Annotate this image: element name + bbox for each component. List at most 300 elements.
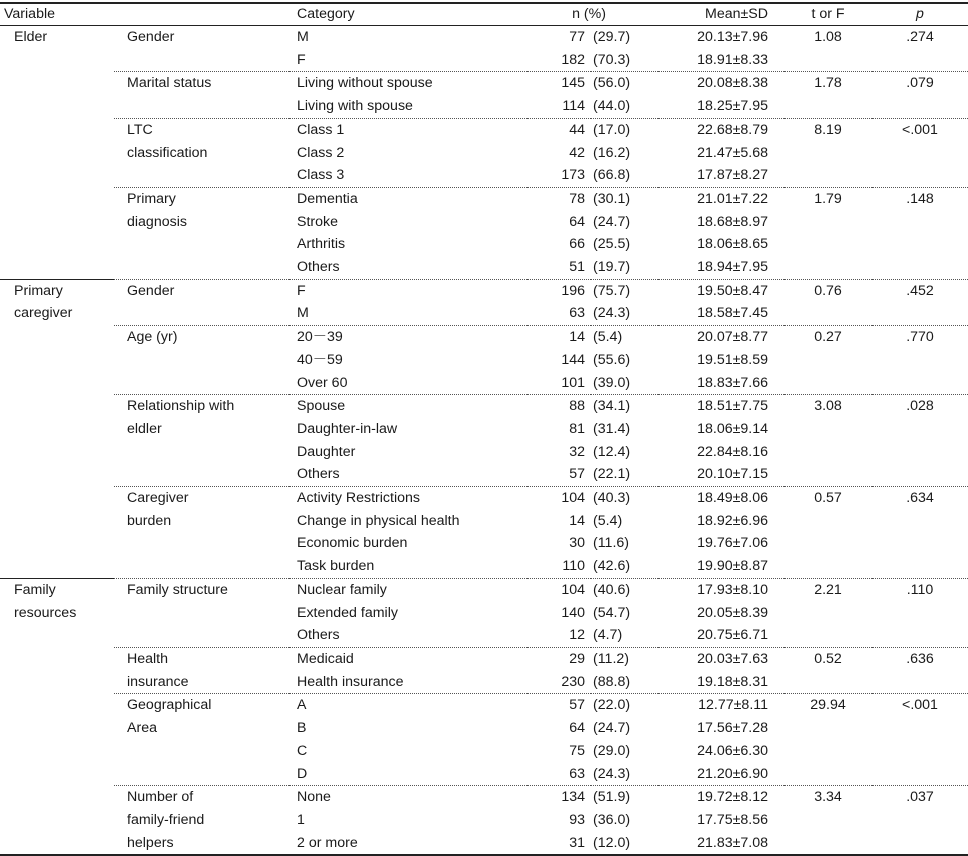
header-mean-sd: Mean±SD bbox=[658, 3, 784, 26]
category-cell: Extended family bbox=[297, 604, 398, 621]
mean-sd-cell: 20.13±7.96 bbox=[697, 29, 768, 45]
mean-sd-cell: 17.87±8.27 bbox=[697, 167, 768, 184]
n-cell: 63 bbox=[569, 305, 585, 322]
category-cell: Living without spouse bbox=[289, 72, 527, 95]
subgroup-cell: Gender bbox=[127, 29, 175, 45]
t-or-f-cell: 0.27 bbox=[784, 326, 872, 349]
category-cell: M bbox=[297, 29, 309, 45]
table-row bbox=[0, 233, 968, 256]
variable-cell bbox=[0, 624, 114, 647]
category-cell: Class 1 bbox=[289, 118, 527, 141]
variable-cell bbox=[0, 487, 114, 510]
subgroup-cell: Number of bbox=[114, 786, 289, 809]
subgroup-cell bbox=[114, 164, 289, 187]
subgroup-cell: diagnosis bbox=[127, 213, 187, 230]
subgroup-cell: burden bbox=[127, 512, 172, 529]
pct-cell: (4.7) bbox=[593, 627, 623, 644]
table-row bbox=[0, 302, 968, 325]
n-cell: 104 bbox=[527, 578, 591, 601]
table-row bbox=[0, 510, 968, 533]
t-or-f-cell: 3.08 bbox=[784, 395, 872, 418]
t-or-f-cell: 1.08 bbox=[814, 29, 842, 45]
table-row bbox=[0, 694, 968, 717]
p-value-cell bbox=[872, 832, 968, 856]
t-or-f-cell: 0.57 bbox=[784, 487, 872, 510]
subgroup-cell bbox=[114, 555, 289, 578]
category-cell: Others bbox=[297, 627, 340, 644]
p-value-cell: .452 bbox=[872, 279, 968, 302]
variable-cell bbox=[0, 809, 114, 832]
p-value-cell: .770 bbox=[872, 326, 968, 349]
n-cell: 30 bbox=[569, 535, 585, 552]
pct-cell: (12.0) bbox=[591, 832, 658, 856]
table-row bbox=[0, 832, 968, 856]
t-or-f-cell bbox=[784, 740, 872, 763]
subgroup-cell bbox=[114, 49, 289, 72]
mean-sd-cell: 18.06±8.65 bbox=[697, 236, 768, 253]
mean-sd-cell: 18.49±8.06 bbox=[658, 487, 784, 510]
pct-cell: (39.0) bbox=[593, 374, 631, 391]
table-row bbox=[0, 49, 968, 72]
variable-cell bbox=[0, 233, 114, 256]
pct-cell: (5.4) bbox=[593, 512, 623, 529]
category-cell: Living with spouse bbox=[297, 98, 413, 115]
p-value-cell: .028 bbox=[872, 395, 968, 418]
mean-sd-cell: 20.10±7.15 bbox=[697, 466, 768, 483]
t-or-f-cell bbox=[784, 763, 872, 786]
subgroup-cell bbox=[114, 95, 289, 118]
mean-sd-cell: 12.77±8.11 bbox=[658, 694, 784, 717]
variable-cell bbox=[0, 786, 114, 809]
n-cell: 75 bbox=[569, 742, 585, 759]
p-value-cell bbox=[872, 463, 968, 486]
p-value-cell bbox=[872, 95, 968, 118]
mean-sd-cell: 21.83±7.08 bbox=[658, 832, 784, 856]
t-or-f-cell: 1.78 bbox=[784, 72, 872, 95]
header-category: Category bbox=[289, 3, 527, 26]
p-value-cell bbox=[872, 602, 968, 625]
subgroup-cell: family-friend bbox=[127, 811, 205, 828]
variable-cell: Primary bbox=[0, 279, 114, 302]
mean-sd-cell: 18.91±8.33 bbox=[697, 51, 768, 68]
subgroup-cell: Age (yr) bbox=[114, 326, 289, 349]
variable-cell bbox=[0, 671, 114, 694]
pct-cell: (11.2) bbox=[591, 647, 658, 670]
subgroup-cell bbox=[114, 763, 289, 786]
variable-cell bbox=[0, 647, 114, 670]
table-row bbox=[0, 349, 968, 372]
n-cell: 42 bbox=[569, 144, 585, 161]
table-row bbox=[0, 72, 968, 95]
category-cell: Daughter-in-law bbox=[297, 420, 398, 437]
table-row bbox=[0, 164, 968, 187]
table-row bbox=[0, 740, 968, 763]
n-cell: 93 bbox=[569, 811, 585, 828]
pct-cell: (56.0) bbox=[591, 72, 658, 95]
n-cell: 110 bbox=[562, 558, 585, 575]
t-or-f-cell bbox=[784, 372, 872, 395]
mean-sd-cell: 19.51±8.59 bbox=[697, 351, 768, 368]
variable-cell bbox=[0, 717, 114, 740]
p-value-cell bbox=[872, 809, 968, 832]
n-cell: 57 bbox=[569, 466, 585, 483]
table-row bbox=[0, 256, 968, 279]
category-cell: Change in physical health bbox=[297, 512, 460, 529]
t-or-f-cell bbox=[784, 555, 872, 578]
n-cell: 29 bbox=[527, 647, 591, 670]
p-value-cell: <.001 bbox=[872, 694, 968, 717]
subgroup-cell bbox=[114, 740, 289, 763]
n-cell: 51 bbox=[569, 259, 585, 276]
category-cell: F bbox=[289, 279, 527, 302]
category-cell: 40－59 bbox=[297, 351, 343, 368]
t-or-f-cell bbox=[784, 142, 872, 165]
p-value-cell bbox=[872, 49, 968, 72]
mean-sd-cell: 24.06±6.30 bbox=[697, 742, 768, 759]
mean-sd-cell: 19.76±7.06 bbox=[697, 535, 768, 552]
t-or-f-cell bbox=[784, 624, 872, 647]
n-cell: 182 bbox=[561, 51, 585, 68]
pct-cell: (22.1) bbox=[593, 466, 631, 483]
mean-sd-cell: 18.94±7.95 bbox=[697, 259, 768, 276]
pct-cell: (70.3) bbox=[593, 51, 631, 68]
n-cell: 12 bbox=[569, 627, 585, 644]
n-cell: 14 bbox=[569, 512, 585, 529]
category-cell: Health insurance bbox=[297, 673, 404, 690]
category-cell: M bbox=[297, 305, 309, 322]
subgroup-cell bbox=[114, 302, 289, 325]
table-row bbox=[0, 532, 968, 555]
pct-cell: (30.1) bbox=[591, 187, 658, 210]
table-header bbox=[0, 3, 968, 26]
p-value-cell: .634 bbox=[872, 487, 968, 510]
p-value-cell: .037 bbox=[872, 786, 968, 809]
p-value-cell bbox=[872, 624, 968, 647]
data-table bbox=[0, 2, 968, 856]
mean-sd-cell: 17.93±8.10 bbox=[658, 578, 784, 601]
n-cell: 134 bbox=[527, 786, 591, 809]
mean-sd-cell: 19.18±8.31 bbox=[697, 673, 768, 690]
category-cell: 1 bbox=[297, 811, 305, 828]
n-cell: 78 bbox=[527, 187, 591, 210]
p-value-cell bbox=[872, 142, 968, 165]
table-row bbox=[0, 279, 968, 302]
n-cell: 66 bbox=[569, 236, 585, 253]
t-or-f-cell: 0.52 bbox=[784, 647, 872, 670]
table-row bbox=[0, 602, 968, 625]
t-or-f-cell bbox=[784, 532, 872, 555]
subgroup-cell: Caregiver bbox=[114, 487, 289, 510]
subgroup-cell bbox=[114, 441, 289, 464]
t-or-f-cell bbox=[784, 302, 872, 325]
subgroup-cell: helpers bbox=[114, 832, 289, 856]
t-or-f-cell bbox=[784, 671, 872, 694]
table-row bbox=[0, 95, 968, 118]
t-or-f-cell: 2.21 bbox=[784, 578, 872, 601]
pct-cell: (40.6) bbox=[591, 578, 658, 601]
t-or-f-cell bbox=[784, 832, 872, 856]
variable-cell: Family bbox=[0, 578, 114, 601]
table-row bbox=[0, 717, 968, 740]
pct-cell: (29.0) bbox=[593, 742, 631, 759]
n-cell: 173 bbox=[561, 167, 585, 184]
pct-cell: (12.4) bbox=[593, 443, 631, 460]
table-row bbox=[0, 624, 968, 647]
variable-cell bbox=[0, 211, 114, 234]
table-row bbox=[0, 372, 968, 395]
category-cell: Medicaid bbox=[289, 647, 527, 670]
category-cell: C bbox=[297, 742, 308, 759]
pct-cell: (75.7) bbox=[591, 279, 658, 302]
p-value-cell: .079 bbox=[872, 72, 968, 95]
mean-sd-cell: 20.75±6.71 bbox=[697, 627, 768, 644]
pct-cell: (5.4) bbox=[591, 326, 658, 349]
variable-cell bbox=[0, 441, 114, 464]
subgroup-cell: LTC bbox=[114, 118, 289, 141]
mean-sd-cell: 22.84±8.16 bbox=[697, 443, 768, 460]
subgroup-cell: Health bbox=[114, 647, 289, 670]
p-value-cell bbox=[872, 763, 968, 786]
category-cell: Daughter bbox=[297, 443, 356, 460]
n-cell: 196 bbox=[527, 279, 591, 302]
pct-cell: (22.0) bbox=[591, 694, 658, 717]
header-n-pct: n (%) bbox=[527, 3, 658, 26]
t-or-f-cell bbox=[784, 809, 872, 832]
category-cell: 20－39 bbox=[289, 326, 527, 349]
subgroup-cell: classification bbox=[127, 144, 208, 161]
mean-sd-cell: 18.25±7.95 bbox=[697, 98, 768, 115]
mean-sd-cell: 21.20±6.90 bbox=[697, 765, 768, 782]
subgroup-cell bbox=[114, 349, 289, 372]
p-value-cell: .274 bbox=[906, 29, 934, 45]
subgroup-cell: Area bbox=[127, 720, 157, 737]
table-row bbox=[0, 187, 968, 210]
p-value-cell bbox=[872, 671, 968, 694]
n-cell: 32 bbox=[569, 443, 585, 460]
subgroup-cell bbox=[114, 372, 289, 395]
table-row bbox=[0, 211, 968, 234]
p-value-cell bbox=[872, 717, 968, 740]
p-value-cell: .110 bbox=[872, 578, 968, 601]
p-value-cell bbox=[872, 302, 968, 325]
pct-cell: (24.3) bbox=[593, 765, 631, 782]
table-row bbox=[0, 487, 968, 510]
header-t-or-f: t or F bbox=[784, 3, 872, 26]
variable-cell bbox=[0, 510, 114, 533]
category-cell: 2 or more bbox=[289, 832, 527, 856]
category-cell: Task burden bbox=[297, 558, 375, 575]
header-p: p bbox=[872, 3, 968, 26]
p-value-cell bbox=[872, 349, 968, 372]
pct-cell: (88.8) bbox=[593, 673, 631, 690]
mean-sd-cell: 18.06±9.14 bbox=[697, 420, 768, 437]
t-or-f-cell bbox=[784, 256, 872, 279]
pct-cell: (34.1) bbox=[591, 395, 658, 418]
category-cell: D bbox=[297, 765, 308, 782]
n-cell: 63 bbox=[569, 765, 585, 782]
pct-cell: (25.5) bbox=[593, 236, 631, 253]
subgroup-cell bbox=[114, 532, 289, 555]
category-cell: Spouse bbox=[289, 395, 527, 418]
p-value-cell bbox=[872, 510, 968, 533]
t-or-f-cell bbox=[784, 463, 872, 486]
variable-cell bbox=[0, 142, 114, 165]
table-row bbox=[0, 763, 968, 786]
n-cell: 88 bbox=[527, 395, 591, 418]
n-cell: 140 bbox=[561, 604, 585, 621]
subgroup-cell bbox=[114, 233, 289, 256]
table-row bbox=[0, 326, 968, 349]
mean-sd-cell: 19.72±8.12 bbox=[658, 786, 784, 809]
variable-cell bbox=[0, 555, 114, 578]
t-or-f-cell: 1.79 bbox=[784, 187, 872, 210]
p-value-cell bbox=[872, 164, 968, 187]
table-row bbox=[0, 578, 968, 601]
pct-cell: (29.7) bbox=[593, 29, 631, 45]
category-cell: Nuclear family bbox=[289, 578, 527, 601]
mean-sd-cell: 20.07±8.77 bbox=[658, 326, 784, 349]
pct-cell: (24.7) bbox=[593, 720, 631, 737]
subgroup-cell: Geographical bbox=[114, 694, 289, 717]
subgroup-cell: Relationship with bbox=[114, 395, 289, 418]
pct-cell: (24.7) bbox=[593, 213, 631, 230]
t-or-f-cell bbox=[784, 233, 872, 256]
subgroup-cell: Marital status bbox=[114, 72, 289, 95]
category-cell: Economic burden bbox=[297, 535, 408, 552]
pct-cell: (36.0) bbox=[593, 811, 631, 828]
mean-sd-cell: 20.03±7.63 bbox=[658, 647, 784, 670]
variable-cell bbox=[0, 118, 114, 141]
p-value-cell: .636 bbox=[872, 647, 968, 670]
p-value-cell bbox=[872, 532, 968, 555]
n-cell: 64 bbox=[569, 720, 585, 737]
variable-cell bbox=[0, 463, 114, 486]
table-row bbox=[0, 441, 968, 464]
category-cell: B bbox=[297, 720, 307, 737]
variable-cell bbox=[0, 532, 114, 555]
mean-sd-cell: 20.08±8.38 bbox=[658, 72, 784, 95]
mean-sd-cell: 19.50±8.47 bbox=[658, 279, 784, 302]
variable-cell bbox=[0, 395, 114, 418]
category-cell: Activity Restrictions bbox=[289, 487, 527, 510]
n-cell: 101 bbox=[561, 374, 585, 391]
p-value-cell bbox=[872, 418, 968, 441]
n-cell: 145 bbox=[527, 72, 591, 95]
mean-sd-cell: 17.56±7.28 bbox=[697, 720, 768, 737]
pct-cell: (54.7) bbox=[593, 604, 631, 621]
n-cell: 104 bbox=[527, 487, 591, 510]
category-cell: Class 2 bbox=[297, 144, 345, 161]
t-or-f-cell: 29.94 bbox=[784, 694, 872, 717]
t-or-f-cell: 0.76 bbox=[784, 279, 872, 302]
variable-cell bbox=[0, 49, 114, 72]
subgroup-cell bbox=[114, 624, 289, 647]
subgroup-cell bbox=[114, 463, 289, 486]
table-row bbox=[0, 142, 968, 165]
category-cell: Others bbox=[297, 466, 340, 483]
n-cell: 81 bbox=[569, 420, 585, 437]
pct-cell: (19.7) bbox=[593, 259, 631, 276]
table-row bbox=[0, 118, 968, 141]
pct-cell: (44.0) bbox=[593, 98, 631, 115]
t-or-f-cell bbox=[784, 211, 872, 234]
category-cell: Stroke bbox=[297, 213, 339, 230]
pct-cell: (51.9) bbox=[591, 786, 658, 809]
pct-cell: (16.2) bbox=[593, 144, 631, 161]
mean-sd-cell: 20.05±8.39 bbox=[697, 604, 768, 621]
mean-sd-cell: 18.83±7.66 bbox=[697, 374, 768, 391]
t-or-f-cell bbox=[784, 349, 872, 372]
n-cell: 31 bbox=[527, 832, 591, 856]
variable-cell bbox=[0, 326, 114, 349]
category-cell: Over 60 bbox=[297, 374, 348, 391]
subgroup-cell bbox=[114, 256, 289, 279]
category-cell: Others bbox=[297, 259, 340, 276]
table-row bbox=[0, 555, 968, 578]
subgroup-cell: insurance bbox=[127, 673, 189, 690]
variable-cell: caregiver bbox=[14, 305, 73, 322]
category-cell: Dementia bbox=[289, 187, 527, 210]
subgroup-cell: Family structure bbox=[114, 578, 289, 601]
p-value-cell bbox=[872, 211, 968, 234]
variable-cell bbox=[0, 832, 114, 856]
table-row bbox=[0, 395, 968, 418]
t-or-f-cell bbox=[784, 49, 872, 72]
mean-sd-cell: 18.51±7.75 bbox=[658, 395, 784, 418]
mean-sd-cell: 22.68±8.79 bbox=[658, 118, 784, 141]
table-body bbox=[0, 26, 968, 856]
mean-sd-cell: 19.90±8.87 bbox=[697, 558, 768, 575]
variable-cell: Elder bbox=[0, 26, 114, 49]
pct-cell: (17.0) bbox=[591, 118, 658, 141]
p-value-cell: .148 bbox=[872, 187, 968, 210]
n-cell: 114 bbox=[562, 98, 585, 115]
p-value-cell bbox=[872, 555, 968, 578]
pct-cell: (42.6) bbox=[593, 558, 631, 575]
pct-cell: (11.6) bbox=[593, 535, 630, 552]
mean-sd-cell: 18.58±7.45 bbox=[697, 305, 768, 322]
t-or-f-cell bbox=[784, 95, 872, 118]
n-cell: 57 bbox=[527, 694, 591, 717]
p-value-cell bbox=[872, 740, 968, 763]
table-row bbox=[0, 809, 968, 832]
category-cell: A bbox=[289, 694, 527, 717]
variable-cell: resources bbox=[14, 604, 77, 621]
table-row bbox=[0, 671, 968, 694]
p-value-cell bbox=[872, 256, 968, 279]
p-value-cell bbox=[872, 372, 968, 395]
n-cell: 64 bbox=[569, 213, 585, 230]
category-cell: Class 3 bbox=[297, 167, 345, 184]
table-row bbox=[0, 26, 968, 49]
variable-cell bbox=[0, 694, 114, 717]
variable-cell bbox=[0, 72, 114, 95]
mean-sd-cell: 17.75±8.56 bbox=[697, 811, 768, 828]
variable-cell bbox=[0, 372, 114, 395]
mean-sd-cell: 21.01±7.22 bbox=[658, 187, 784, 210]
subgroup-cell: eldler bbox=[127, 420, 162, 437]
category-cell: None bbox=[289, 786, 527, 809]
t-or-f-cell bbox=[784, 602, 872, 625]
pct-cell: (24.3) bbox=[593, 305, 631, 322]
t-or-f-cell: 3.34 bbox=[784, 786, 872, 809]
mean-sd-cell: 18.92±6.96 bbox=[697, 512, 768, 529]
n-cell: 44 bbox=[527, 118, 591, 141]
table-row bbox=[0, 418, 968, 441]
p-value-cell bbox=[872, 441, 968, 464]
t-or-f-cell: 8.19 bbox=[784, 118, 872, 141]
pct-cell: (31.4) bbox=[593, 420, 631, 437]
